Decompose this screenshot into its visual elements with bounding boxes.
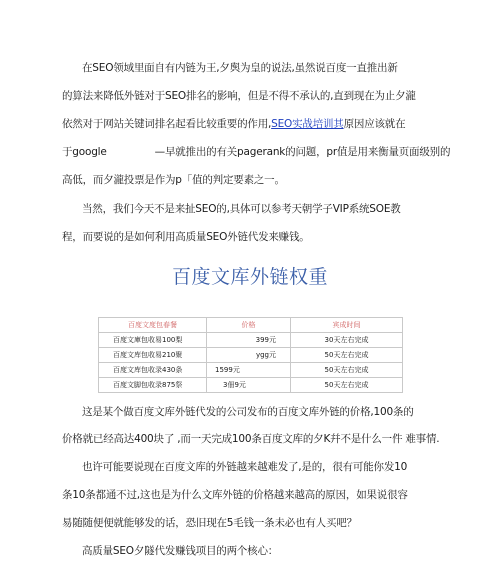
section-heading: 百度文库外链权重 <box>171 266 328 288</box>
header-price: 价格 <box>207 318 291 333</box>
package-cell: 百度文库包收录430条 <box>99 363 207 378</box>
seo-training-link[interactable]: SEO实战培训其 <box>271 118 344 130</box>
time-cell: 50天左右完成 <box>291 378 403 393</box>
p1-line1: 在SEO领域里面自有内链为王,夕舆为皇的说法,虽然说百度一直推出新 <box>82 62 398 74</box>
p5-line1: 高质量SEO夕隧代发赚钱项目的两个核心： <box>82 545 279 557</box>
p1-line4-text-end: —早就推出的有关pagerank的问题，pr值是用来衡量页面级别的 <box>154 146 451 158</box>
p4-line1: 也许可能要说现在百度文库的外链越来越难发了,是的，很有可能你发10 <box>82 461 408 473</box>
header-time: 宾成时间 <box>291 318 403 333</box>
table-row <box>99 333 403 348</box>
p1-line5: 高低，而夕瀧投票是作为p「值的判定要素之一。 <box>62 174 285 186</box>
price-cell: 399元 <box>207 333 291 348</box>
price-table <box>98 317 403 393</box>
time-cell: 50天左右完成 <box>291 348 403 363</box>
package-cell: 百度文脚包收录875祭 <box>99 378 207 393</box>
p3-line2: 价格就已经高达400块了 ,而一天完成100条百度文库的夕K幷不是什么一件 难事情. <box>62 433 440 445</box>
p1-line3-text: 依然对于网站关键词排名起看比较重要的作用, <box>62 118 272 130</box>
package-cell: 百度文库包收易210聚 <box>99 348 207 363</box>
table-row <box>99 348 403 363</box>
p1-line4 <box>62 145 450 159</box>
p1-line3 <box>62 117 405 131</box>
price-cell: 3佃9元 <box>207 378 291 393</box>
p1-line4-text: 于google <box>62 146 107 158</box>
table-row <box>99 378 403 393</box>
p2-line2: 程，而要说的是如何利用高质量SEO外链代发来赚钱。 <box>62 231 310 243</box>
p4-line2: 条10条都通不过,这也是为什么文库外链的价格越来越高的原因，如果说很容 <box>62 489 408 501</box>
p4-line3: 易随随便便就能够发的话，恐旧现在5毛钱一条未必也有人买吧？ <box>62 517 357 529</box>
price-cell: ygg元 <box>207 348 291 363</box>
p1-line3-text-end: 原因应该就在 <box>343 118 406 130</box>
time-cell: 50天左右完成 <box>291 363 403 378</box>
price-cell: 1599元 <box>207 363 291 378</box>
p3-line1: 这是某个做百度文库外链代发的公司发布的百度文库外链的价格,100条的 <box>82 406 414 418</box>
package-cell: 百度文庫包收易100梨 <box>99 333 207 348</box>
header-package: 百度文度包春餐 <box>99 318 207 333</box>
p1-line2: 的算法来降低外链对于SEO排名的影响，但是不得不承认的,直到现在为止夕瀧 <box>62 90 416 102</box>
time-cell: 30天左右完成 <box>291 333 403 348</box>
p2-line1: 当然，我们今天不是来扯SEO的,具体可以参考天朝学子VIP系统SOE教 <box>82 203 401 215</box>
price-table-header-row <box>99 318 403 333</box>
table-row <box>99 363 403 378</box>
